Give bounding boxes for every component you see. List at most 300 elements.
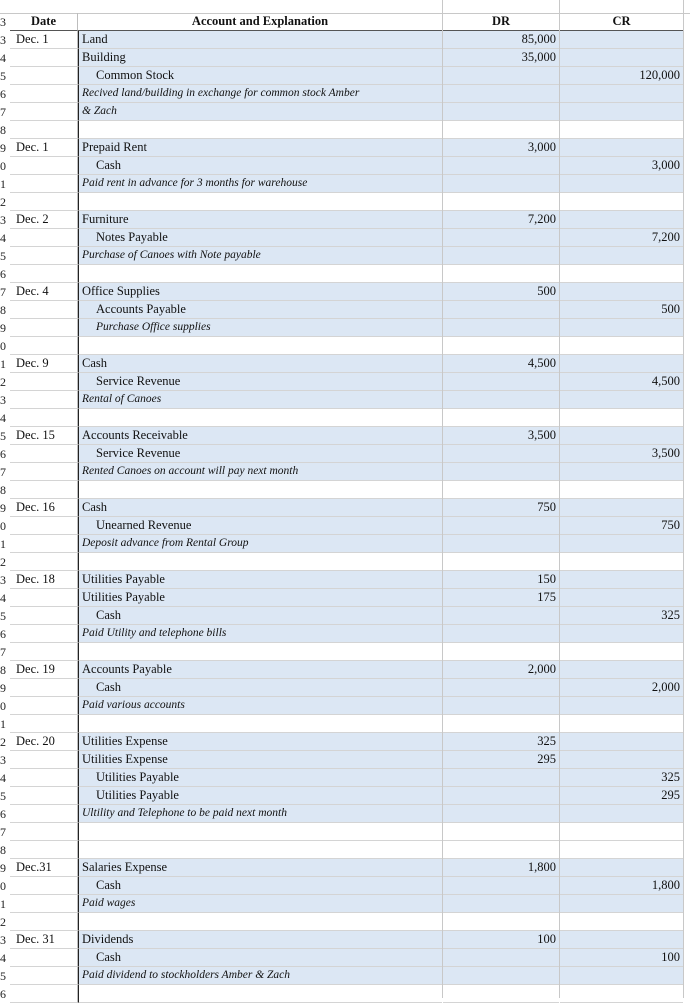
debit-cell[interactable] xyxy=(443,391,559,409)
credit-cell[interactable]: 500 xyxy=(560,301,683,319)
debit-cell[interactable]: 100 xyxy=(443,931,559,949)
account-cell[interactable]: Utilities Payable xyxy=(78,571,442,589)
date-cell[interactable] xyxy=(10,517,78,535)
account-cell[interactable]: Salaries Expense xyxy=(78,859,442,877)
row-number: 4 xyxy=(0,411,6,425)
debit-cell[interactable] xyxy=(443,373,559,391)
row-number: 5 xyxy=(0,429,6,443)
account-cell[interactable]: Cash xyxy=(78,499,442,517)
date-cell[interactable] xyxy=(10,589,78,607)
account-cell[interactable]: Cash xyxy=(78,607,442,625)
credit-cell[interactable] xyxy=(560,85,683,103)
journal-row xyxy=(0,841,690,859)
debit-cell[interactable] xyxy=(443,967,559,985)
journal-row xyxy=(0,877,690,895)
debit-cell[interactable]: 3,000 xyxy=(443,139,559,157)
header-row xyxy=(0,13,690,31)
date-cell[interactable]: Dec. 1 xyxy=(10,139,78,157)
credit-cell[interactable]: 1,800 xyxy=(560,877,683,895)
debit-cell[interactable]: 2,000 xyxy=(443,661,559,679)
account-cell[interactable]: Prepaid Rent xyxy=(78,139,442,157)
debit-cell[interactable] xyxy=(443,157,559,175)
debit-cell[interactable] xyxy=(443,265,559,283)
row-number: 5 xyxy=(0,789,6,803)
account-cell[interactable]: Accounts Payable xyxy=(78,301,442,319)
row-number: 0 xyxy=(0,159,6,173)
date-cell[interactable]: Dec. 31 xyxy=(10,931,78,949)
date-cell[interactable] xyxy=(10,985,78,1003)
date-cell[interactable] xyxy=(10,193,78,211)
journal-row xyxy=(0,391,690,409)
account-cell[interactable]: Cash xyxy=(78,679,442,697)
date-cell[interactable]: Dec. 19 xyxy=(10,661,78,679)
date-cell[interactable]: Dec. 16 xyxy=(10,499,78,517)
row-number: 9 xyxy=(0,681,6,695)
credit-cell[interactable] xyxy=(560,985,683,1003)
credit-cell[interactable]: 325 xyxy=(560,769,683,787)
account-cell[interactable] xyxy=(78,823,442,841)
row-number: 1 xyxy=(0,177,6,191)
debit-cell[interactable] xyxy=(443,787,559,805)
date-cell[interactable] xyxy=(10,445,78,463)
date-cell[interactable] xyxy=(10,247,78,265)
debit-cell[interactable] xyxy=(443,841,559,859)
account-cell[interactable] xyxy=(78,265,442,283)
date-cell[interactable] xyxy=(10,949,78,967)
journal-row xyxy=(0,247,690,265)
credit-cell[interactable] xyxy=(560,643,683,661)
account-cell[interactable]: Paid rent in advance for 3 months for warehouse xyxy=(78,175,442,193)
account-cell[interactable]: & Zach xyxy=(78,103,442,121)
row-number: 3 xyxy=(0,573,6,587)
row-number: 3 xyxy=(0,933,6,947)
date-cell[interactable]: Dec. 18 xyxy=(10,571,78,589)
journal-row xyxy=(0,643,690,661)
credit-cell[interactable]: 3,000 xyxy=(560,157,683,175)
credit-cell[interactable] xyxy=(560,319,683,337)
date-cell[interactable] xyxy=(10,85,78,103)
journal-row xyxy=(0,517,690,535)
row-number: 4 xyxy=(0,591,6,605)
journal-row xyxy=(0,49,690,67)
journal-row xyxy=(0,985,690,1003)
row-number: 2 xyxy=(0,735,6,749)
credit-cell[interactable] xyxy=(560,859,683,877)
credit-cell[interactable] xyxy=(560,391,683,409)
credit-cell[interactable] xyxy=(560,31,683,49)
date-cell[interactable] xyxy=(10,841,78,859)
date-cell[interactable]: Dec. 2 xyxy=(10,211,78,229)
debit-cell[interactable] xyxy=(443,769,559,787)
credit-cell[interactable]: 4,500 xyxy=(560,373,683,391)
debit-cell[interactable]: 1,800 xyxy=(443,859,559,877)
account-cell[interactable]: Utilities Payable xyxy=(78,787,442,805)
debit-cell[interactable] xyxy=(443,553,559,571)
debit-cell[interactable] xyxy=(443,985,559,1003)
account-cell[interactable]: Paid Utility and telephone bills xyxy=(78,625,442,643)
debit-cell[interactable]: 85,000 xyxy=(443,31,559,49)
debit-cell[interactable] xyxy=(443,877,559,895)
account-cell[interactable]: Paid dividend to stockholders Amber & Zach xyxy=(78,967,442,985)
row-number: 8 xyxy=(0,303,6,317)
credit-cell[interactable] xyxy=(560,823,683,841)
credit-cell[interactable]: 7,200 xyxy=(560,229,683,247)
date-cell[interactable] xyxy=(10,805,78,823)
credit-cell[interactable] xyxy=(560,589,683,607)
account-cell[interactable]: Cash xyxy=(78,949,442,967)
journal-row xyxy=(0,949,690,967)
row-number: 6 xyxy=(0,627,6,641)
credit-cell[interactable] xyxy=(560,355,683,373)
debit-cell[interactable]: 3,500 xyxy=(443,427,559,445)
credit-cell[interactable]: 3,500 xyxy=(560,445,683,463)
debit-cell[interactable] xyxy=(443,913,559,931)
date-cell[interactable]: Dec. 4 xyxy=(10,283,78,301)
credit-cell[interactable] xyxy=(560,49,683,67)
date-cell[interactable]: Dec. 1 xyxy=(10,31,78,49)
credit-cell[interactable] xyxy=(560,751,683,769)
credit-cell[interactable]: 325 xyxy=(560,607,683,625)
account-cell[interactable]: Unearned Revenue xyxy=(78,517,442,535)
row-number: 4 xyxy=(0,951,6,965)
debit-cell[interactable] xyxy=(443,85,559,103)
account-cell[interactable]: Utilities Expense xyxy=(78,733,442,751)
journal-row xyxy=(0,787,690,805)
account-cell[interactable]: Service Revenue xyxy=(78,373,442,391)
row-number: 8 xyxy=(0,843,6,857)
row-number: 5 xyxy=(0,69,6,83)
debit-cell[interactable]: 35,000 xyxy=(443,49,559,67)
date-cell[interactable] xyxy=(10,697,78,715)
account-cell[interactable]: Service Revenue xyxy=(78,445,442,463)
header-cr[interactable]: CR xyxy=(560,13,683,31)
debit-cell[interactable] xyxy=(443,535,559,553)
row-number: 8 xyxy=(0,483,6,497)
journal-row xyxy=(0,589,690,607)
account-cell[interactable]: Recived land/building in exchange for common stock Amber xyxy=(78,85,442,103)
debit-cell[interactable] xyxy=(443,121,559,139)
date-cell[interactable] xyxy=(10,391,78,409)
account-cell[interactable]: Utilities Payable xyxy=(78,589,442,607)
journal-row xyxy=(0,85,690,103)
journal-row xyxy=(0,31,690,49)
credit-cell[interactable] xyxy=(560,337,683,355)
debit-cell[interactable]: 150 xyxy=(443,571,559,589)
row-number: 8 xyxy=(0,663,6,677)
date-cell[interactable] xyxy=(10,373,78,391)
credit-cell[interactable] xyxy=(560,481,683,499)
credit-cell[interactable]: 2,000 xyxy=(560,679,683,697)
account-cell[interactable]: Deposit advance from Rental Group xyxy=(78,535,442,553)
date-cell[interactable] xyxy=(10,481,78,499)
debit-cell[interactable]: 500 xyxy=(443,283,559,301)
debit-cell[interactable] xyxy=(443,823,559,841)
account-cell[interactable]: Cash xyxy=(78,877,442,895)
debit-cell[interactable]: 7,200 xyxy=(443,211,559,229)
date-cell[interactable] xyxy=(10,229,78,247)
date-cell[interactable] xyxy=(10,103,78,121)
journal-row xyxy=(0,769,690,787)
account-cell[interactable] xyxy=(78,337,442,355)
account-cell[interactable]: Purchase Office supplies xyxy=(78,319,442,337)
date-cell[interactable]: Dec. 9 xyxy=(10,355,78,373)
date-cell[interactable] xyxy=(10,823,78,841)
debit-cell[interactable]: 295 xyxy=(443,751,559,769)
debit-cell[interactable] xyxy=(443,445,559,463)
debit-cell[interactable] xyxy=(443,67,559,85)
date-cell[interactable] xyxy=(10,769,78,787)
date-cell[interactable] xyxy=(10,643,78,661)
credit-cell[interactable] xyxy=(560,193,683,211)
debit-cell[interactable] xyxy=(443,193,559,211)
account-cell[interactable] xyxy=(78,121,442,139)
debit-cell[interactable] xyxy=(443,337,559,355)
account-cell[interactable]: Cash xyxy=(78,157,442,175)
account-cell[interactable] xyxy=(78,193,442,211)
account-cell[interactable]: Dividends xyxy=(78,931,442,949)
account-cell[interactable]: Office Supplies xyxy=(78,283,442,301)
account-cell[interactable] xyxy=(78,553,442,571)
journal-row xyxy=(0,373,690,391)
credit-cell[interactable] xyxy=(560,175,683,193)
date-cell[interactable] xyxy=(10,715,78,733)
date-cell[interactable] xyxy=(10,895,78,913)
row-number: 6 xyxy=(0,87,6,101)
row-number: 9 xyxy=(0,141,6,155)
row-number: 1 xyxy=(0,717,6,731)
date-cell[interactable] xyxy=(10,967,78,985)
credit-cell[interactable] xyxy=(560,283,683,301)
date-cell[interactable] xyxy=(10,679,78,697)
debit-cell[interactable] xyxy=(443,247,559,265)
credit-cell[interactable] xyxy=(560,913,683,931)
journal-row xyxy=(0,67,690,85)
credit-cell[interactable] xyxy=(560,715,683,733)
date-cell[interactable] xyxy=(10,787,78,805)
account-cell[interactable]: Paid wages xyxy=(78,895,442,913)
row-number: 4 xyxy=(0,51,6,65)
account-cell[interactable] xyxy=(78,481,442,499)
date-cell[interactable] xyxy=(10,175,78,193)
debit-cell[interactable] xyxy=(443,679,559,697)
date-cell[interactable] xyxy=(10,49,78,67)
journal-row xyxy=(0,319,690,337)
credit-cell[interactable] xyxy=(560,841,683,859)
credit-cell[interactable] xyxy=(560,499,683,517)
journal-row xyxy=(0,967,690,985)
debit-cell[interactable] xyxy=(443,697,559,715)
journal-row xyxy=(0,409,690,427)
journal-row xyxy=(0,463,690,481)
credit-cell[interactable] xyxy=(560,967,683,985)
journal-row xyxy=(0,103,690,121)
journal-row xyxy=(0,805,690,823)
account-cell[interactable]: Cash xyxy=(78,355,442,373)
date-cell[interactable] xyxy=(10,535,78,553)
debit-cell[interactable] xyxy=(443,895,559,913)
journal-row xyxy=(0,229,690,247)
credit-cell[interactable] xyxy=(560,931,683,949)
credit-cell[interactable] xyxy=(560,553,683,571)
journal-row xyxy=(0,283,690,301)
date-cell[interactable] xyxy=(10,301,78,319)
credit-cell[interactable]: 120,000 xyxy=(560,67,683,85)
account-cell[interactable]: Paid various accounts xyxy=(78,697,442,715)
credit-cell[interactable] xyxy=(560,571,683,589)
date-cell[interactable] xyxy=(10,553,78,571)
journal-row xyxy=(0,427,690,445)
row-number: 5 xyxy=(0,609,6,623)
row-number: 4 xyxy=(0,231,6,245)
account-cell[interactable]: Rental of Canoes xyxy=(78,391,442,409)
date-cell[interactable]: Dec. 15 xyxy=(10,427,78,445)
header-date[interactable]: Date xyxy=(10,13,78,31)
credit-cell[interactable] xyxy=(560,121,683,139)
journal-row xyxy=(0,859,690,877)
date-cell[interactable]: Dec.31 xyxy=(10,859,78,877)
journal-row xyxy=(0,571,690,589)
date-cell[interactable] xyxy=(10,121,78,139)
row-number: 0 xyxy=(0,519,6,533)
row-number: 0 xyxy=(0,879,6,893)
journal-row xyxy=(0,823,690,841)
credit-cell[interactable] xyxy=(560,733,683,751)
row-number: 3 xyxy=(0,33,6,47)
date-cell[interactable] xyxy=(10,265,78,283)
journal-row xyxy=(0,193,690,211)
row-number: 7 xyxy=(0,285,6,299)
row-number: 0 xyxy=(0,699,6,713)
row-number: 0 xyxy=(0,339,6,353)
account-cell[interactable] xyxy=(78,643,442,661)
row-number: 6 xyxy=(0,447,6,461)
credit-cell[interactable] xyxy=(560,625,683,643)
journal-row xyxy=(0,625,690,643)
row-number: 7 xyxy=(0,645,6,659)
account-cell[interactable]: Rented Canoes on account will pay next month xyxy=(78,463,442,481)
debit-cell[interactable] xyxy=(443,643,559,661)
credit-cell[interactable] xyxy=(560,211,683,229)
date-cell[interactable] xyxy=(10,913,78,931)
credit-cell[interactable] xyxy=(560,463,683,481)
credit-cell[interactable] xyxy=(560,103,683,121)
journal-row xyxy=(0,499,690,517)
credit-cell[interactable] xyxy=(560,805,683,823)
debit-cell[interactable]: 325 xyxy=(443,733,559,751)
account-cell[interactable]: Purchase of Canoes with Note payable xyxy=(78,247,442,265)
credit-cell[interactable] xyxy=(560,409,683,427)
credit-cell[interactable] xyxy=(560,247,683,265)
date-cell[interactable] xyxy=(10,409,78,427)
top-gridline xyxy=(0,0,690,14)
debit-cell[interactable] xyxy=(443,949,559,967)
date-cell[interactable] xyxy=(10,751,78,769)
journal-row xyxy=(0,697,690,715)
debit-cell[interactable]: 175 xyxy=(443,589,559,607)
debit-cell[interactable] xyxy=(443,409,559,427)
debit-cell[interactable] xyxy=(443,103,559,121)
debit-cell[interactable] xyxy=(443,319,559,337)
debit-cell[interactable] xyxy=(443,607,559,625)
journal-row xyxy=(0,535,690,553)
date-cell[interactable] xyxy=(10,877,78,895)
account-cell[interactable] xyxy=(78,913,442,931)
header-account[interactable]: Account and Explanation xyxy=(78,13,442,31)
journal-row xyxy=(0,175,690,193)
row-number: 7 xyxy=(0,105,6,119)
account-cell[interactable]: Common Stock xyxy=(78,67,442,85)
credit-cell[interactable] xyxy=(560,265,683,283)
credit-cell[interactable] xyxy=(560,895,683,913)
debit-cell[interactable] xyxy=(443,517,559,535)
date-cell[interactable]: Dec. 20 xyxy=(10,733,78,751)
credit-cell[interactable] xyxy=(560,139,683,157)
account-cell[interactable]: Utilities Expense xyxy=(78,751,442,769)
date-cell[interactable] xyxy=(10,337,78,355)
credit-cell[interactable]: 295 xyxy=(560,787,683,805)
account-cell[interactable]: Utilities Payable xyxy=(78,769,442,787)
credit-cell[interactable] xyxy=(560,427,683,445)
debit-cell[interactable] xyxy=(443,175,559,193)
debit-cell[interactable] xyxy=(443,229,559,247)
journal-row xyxy=(0,265,690,283)
account-cell[interactable]: Furniture xyxy=(78,211,442,229)
credit-cell[interactable] xyxy=(560,535,683,553)
credit-cell[interactable]: 100 xyxy=(560,949,683,967)
row-number: 9 xyxy=(0,501,6,515)
debit-cell[interactable]: 4,500 xyxy=(443,355,559,373)
row-number: 2 xyxy=(0,195,6,209)
account-cell[interactable]: Notes Payable xyxy=(78,229,442,247)
row-number: 1 xyxy=(0,357,6,371)
journal-row xyxy=(0,913,690,931)
credit-cell[interactable] xyxy=(560,661,683,679)
header-dr[interactable]: DR xyxy=(443,13,559,31)
account-cell[interactable]: Land xyxy=(78,31,442,49)
row-number: 1 xyxy=(0,897,6,911)
account-cell[interactable]: Ultility and Telephone to be paid next month xyxy=(78,805,442,823)
journal-row xyxy=(0,481,690,499)
account-cell[interactable]: Accounts Receivable xyxy=(78,427,442,445)
credit-cell[interactable]: 750 xyxy=(560,517,683,535)
debit-cell[interactable] xyxy=(443,715,559,733)
date-cell[interactable] xyxy=(10,607,78,625)
account-cell[interactable]: Accounts Payable xyxy=(78,661,442,679)
account-cell[interactable] xyxy=(78,841,442,859)
debit-cell[interactable] xyxy=(443,463,559,481)
account-cell[interactable] xyxy=(78,409,442,427)
date-cell[interactable] xyxy=(10,157,78,175)
account-cell[interactable] xyxy=(78,985,442,1003)
credit-cell[interactable] xyxy=(560,697,683,715)
debit-cell[interactable] xyxy=(443,481,559,499)
row-number: 1 xyxy=(0,537,6,551)
debit-cell[interactable]: 750 xyxy=(443,499,559,517)
journal-row xyxy=(0,751,690,769)
row-number: 9 xyxy=(0,861,6,875)
debit-cell[interactable] xyxy=(443,301,559,319)
date-cell[interactable] xyxy=(10,319,78,337)
row-number: 7 xyxy=(0,825,6,839)
date-cell[interactable] xyxy=(10,625,78,643)
debit-cell[interactable] xyxy=(443,625,559,643)
account-cell[interactable] xyxy=(78,715,442,733)
date-cell[interactable] xyxy=(10,463,78,481)
account-cell[interactable]: Building xyxy=(78,49,442,67)
debit-cell[interactable] xyxy=(443,805,559,823)
row-number: 5 xyxy=(0,969,6,983)
date-cell[interactable] xyxy=(10,67,78,85)
